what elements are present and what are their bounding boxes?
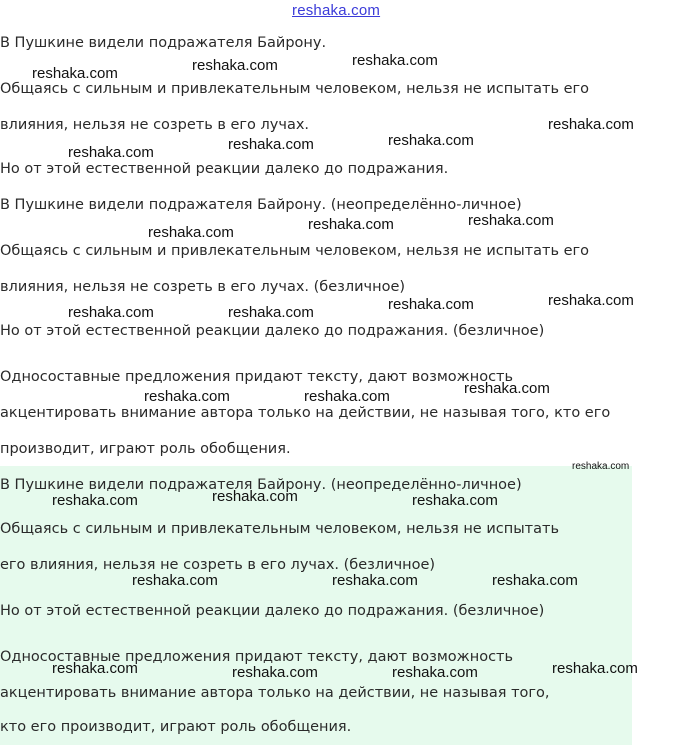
watermark: reshaka.com bbox=[352, 52, 438, 69]
answer-conclusion-line-1: Односоставные предложения придают тексту, дают возможность bbox=[0, 649, 514, 665]
answer-conclusion-line-3: кто его производит, играют роль обобщения. bbox=[0, 719, 352, 735]
task-sentence-1: В Пушкине видели подражателя Байрону. bbox=[0, 35, 327, 51]
watermark: reshaka.com bbox=[468, 212, 554, 229]
watermark: reshaka.com bbox=[572, 461, 630, 472]
watermark: reshaka.com bbox=[148, 224, 234, 241]
watermark: reshaka.com bbox=[144, 388, 230, 405]
watermark: reshaka.com bbox=[32, 65, 118, 82]
watermark: reshaka.com bbox=[132, 572, 218, 589]
watermark: reshaka.com bbox=[412, 492, 498, 509]
analysis-sentence-3: Но от этой естественной реакции далеко до подражания. (безличное) bbox=[0, 323, 545, 339]
analysis-conclusion-line-2: акцентировать внимание автора только на действии, не называя того, кто его bbox=[0, 405, 611, 421]
analysis-sentence-1: В Пушкине видели подражателя Байрону. (неопределённо-личное) bbox=[0, 197, 522, 213]
watermark: reshaka.com bbox=[548, 116, 634, 133]
watermark: reshaka.com bbox=[388, 296, 474, 313]
watermark: reshaka.com bbox=[52, 492, 138, 509]
answer-sentence-2-line-1: Общаясь с сильным и привлекательным человеком, нельзя не испытать bbox=[0, 521, 559, 537]
task-sentence-2-line-2: влияния, нельзя не созреть в его лучах. bbox=[0, 117, 310, 133]
answer-conclusion-line-2: акцентировать внимание автора только на действии, не называя того, bbox=[0, 685, 550, 701]
analysis-conclusion-line-3: производит, играют роль обобщения. bbox=[0, 441, 291, 457]
watermark: reshaka.com bbox=[464, 380, 550, 397]
analysis-conclusion-line-1: Односоставные предложения придают тексту, дают возможность bbox=[0, 369, 514, 385]
watermark: reshaka.com bbox=[212, 488, 298, 505]
answer-sentence-1: В Пушкине видели подражателя Байрону. (неопределённо-личное) bbox=[0, 477, 522, 493]
watermark: reshaka.com bbox=[228, 136, 314, 153]
watermark: reshaka.com bbox=[304, 388, 390, 405]
watermark: reshaka.com bbox=[552, 660, 638, 677]
task-sentence-2-line-1: Общаясь с сильным и привлекательным человеком, нельзя не испытать его bbox=[0, 81, 590, 97]
watermark: reshaka.com bbox=[68, 304, 154, 321]
watermark: reshaka.com bbox=[228, 304, 314, 321]
watermark: reshaka.com bbox=[308, 216, 394, 233]
watermark: reshaka.com bbox=[52, 660, 138, 677]
watermark: reshaka.com bbox=[392, 664, 478, 681]
analysis-sentence-2-line-1: Общаясь с сильным и привлекательным человеком, нельзя не испытать его bbox=[0, 243, 590, 259]
watermark: reshaka.com bbox=[548, 292, 634, 309]
answer-sentence-3: Но от этой естественной реакции далеко до подражания. (безличное) bbox=[0, 603, 545, 619]
site-logo-link[interactable]: reshaka.com bbox=[292, 2, 381, 19]
watermark: reshaka.com bbox=[388, 132, 474, 149]
answer-sentence-2-line-2: его влияния, нельзя не созреть в его лучах. (безличное) bbox=[0, 557, 436, 573]
watermark: reshaka.com bbox=[68, 144, 154, 161]
task-sentence-3: Но от этой естественной реакции далеко до подражания. bbox=[0, 161, 449, 177]
watermark: reshaka.com bbox=[192, 57, 278, 74]
watermark: reshaka.com bbox=[332, 572, 418, 589]
analysis-sentence-2-line-2: влияния, нельзя не созреть в его лучах. (безличное) bbox=[0, 279, 406, 295]
watermark: reshaka.com bbox=[232, 664, 318, 681]
watermark: reshaka.com bbox=[492, 572, 578, 589]
